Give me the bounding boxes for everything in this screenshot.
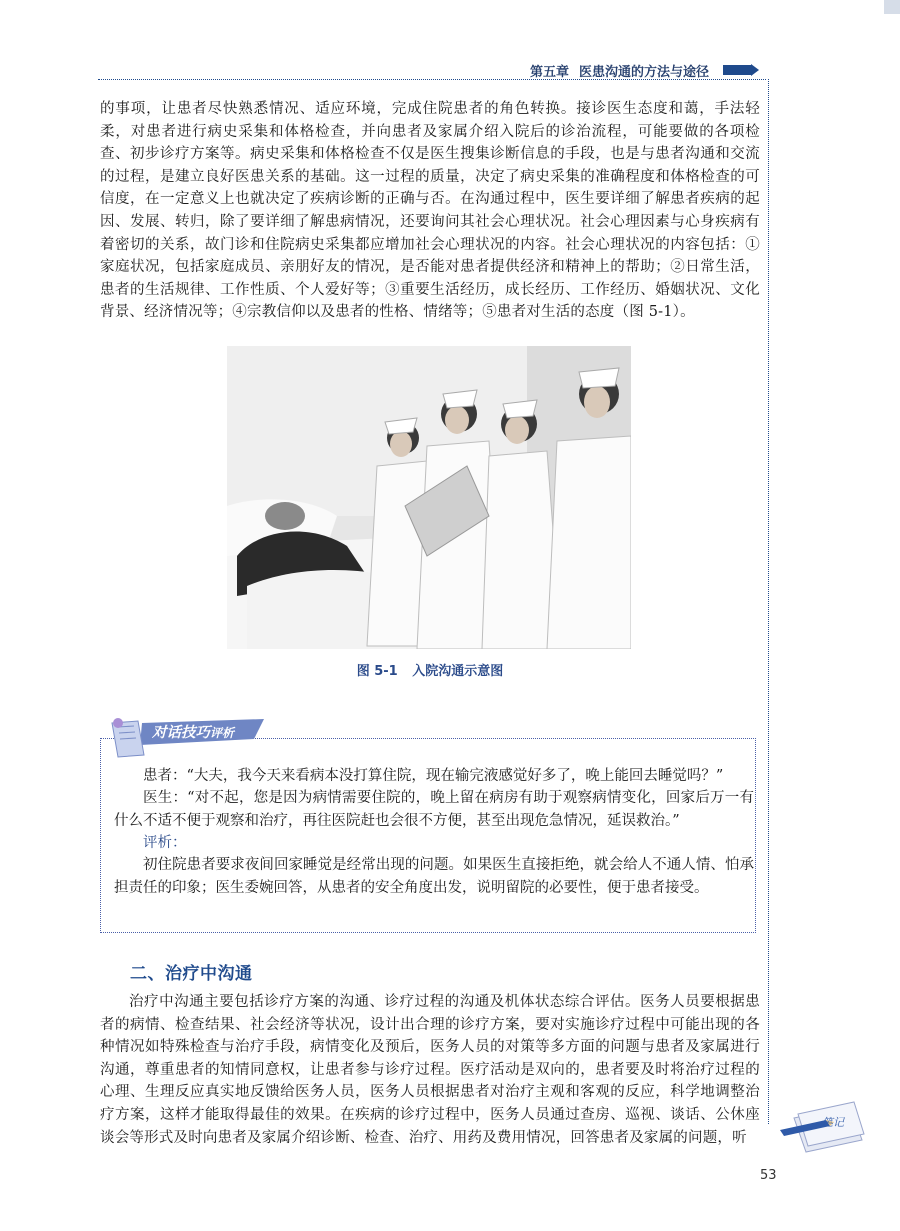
notes-label: 笔记 [822,1116,844,1129]
figure-number: 图 5-1 [356,664,398,679]
figure-caption [100,660,760,679]
chapter-header [530,62,770,78]
figure-caption-text: 入院沟通示意图 [412,664,504,679]
figure-photo [227,346,631,649]
header-arrow-decoration [751,64,759,76]
chapter-title: 医患沟通的方法与途径 [579,64,710,80]
patient-dialogue: 患者：“大夫，我今天来看病本没打算住院，现在输完液感觉好多了，晚上能回去睡觉吗？” [143,768,724,784]
header-bar-decoration [723,65,751,75]
treatment-paragraph: 治疗中沟通主要包括诊疗方案的沟通、诊疗过程的沟通及机体状态综合评估。医务人员要根据患者的病情、检查结果、社会经济等状况，设计出合理的诊疗方案，要对实施诊疗过程中可能出现的各种情况如特殊检查与治疗手段，病情变化及预后，医务人员的对策等多方面的问题与患者及家属进行沟通，尊重患者的知情同意权，让患者参与诊疗过程。医疗活动是双向的，患者要及时将治疗过程的心理、生理反应真实地反馈给医务人员，医务人员根据患者对治疗主观和客观的反应，科学地调整治疗方案，这样才能取得最佳的效果。在疾病的诊疗过程中，医务人员通过查房、巡视、谈话、公休座谈会等形式及时向患者及家属介绍诊断、检查、治疗、用药及费用情况，回答患者及家属的问题，听 [100,994,760,1146]
analysis-label [114,832,754,855]
intro-paragraph: 的事项，让患者尽快熟悉情况、适应环境，完成住院患者的角色转换。接诊医生态度和蔼，手法轻柔，对患者进行病史采集和体格检查，并向患者及家属介绍入院后的诊治流程，可能要做的各项检查、初步诊疗方案等。病史采集和体格检查不仅是医生搜集诊断信息的手段，也是与患者沟通和交流的过程，是建立良好医患关系的基础。这一过程的质量，决定了病史采集的准确程度和体格检查的可信度，在一定意义上也就决定了疾病诊断的正确与否。在沟通过程中，医生要详细了解患者疾病的起因、发展、转归，除了要详细了解患病情况，还要询问其社会心理状况。社会心理因素与心身疾病有着密切的关系，故门诊和住院病史采集都应增加社会心理状况的内容。社会心理状况的内容包括：①家庭状况，包括家庭成员、亲朋好友的情况，是否能对患者提供经济和精神上的帮助；②日常生活，患者的生活规律、工作性质、个人爱好等；③重要生活经历，成长经历、工作经历、婚姻状况、文化背景、经济情况等；④宗教信仰以及患者的性格、情绪等；⑤患者对生活的态度（图 5-1）。 [100,101,760,321]
chapter-number: 第五章 [530,64,570,80]
analysis-label-text: 评析： [143,835,187,851]
dialogue-tip-banner [104,717,266,759]
margin-rule [768,79,769,1124]
section-title: 二、治疗中沟通 [130,964,253,984]
doctor-dialogue: 医生：“对不起，您是因为病情需要住院的，晚上留在病房有助于观察病情变化，回家后万一有什么不适不便于观察和治疗，再往医院赶也会很不方便，甚至出现危急情况，延误救治。” [114,790,754,829]
notes-icon [776,1100,868,1156]
tip-banner-main: 对话技巧 [152,725,210,741]
tip-banner-sub: 评析 [210,726,235,740]
page-corner-decoration [884,0,900,14]
analysis-text: 初住院患者要求夜间回家睡觉是经常出现的问题。如果医生直接拒绝，就会给人不通人情、怕承担责任的印象；医生委婉回答，从患者的安全角度出发，说明留院的必要性，便于患者接受。 [114,857,754,896]
tip-banner-label [152,721,234,742]
page-number: 53 [760,1168,777,1183]
header-rule [98,79,766,80]
